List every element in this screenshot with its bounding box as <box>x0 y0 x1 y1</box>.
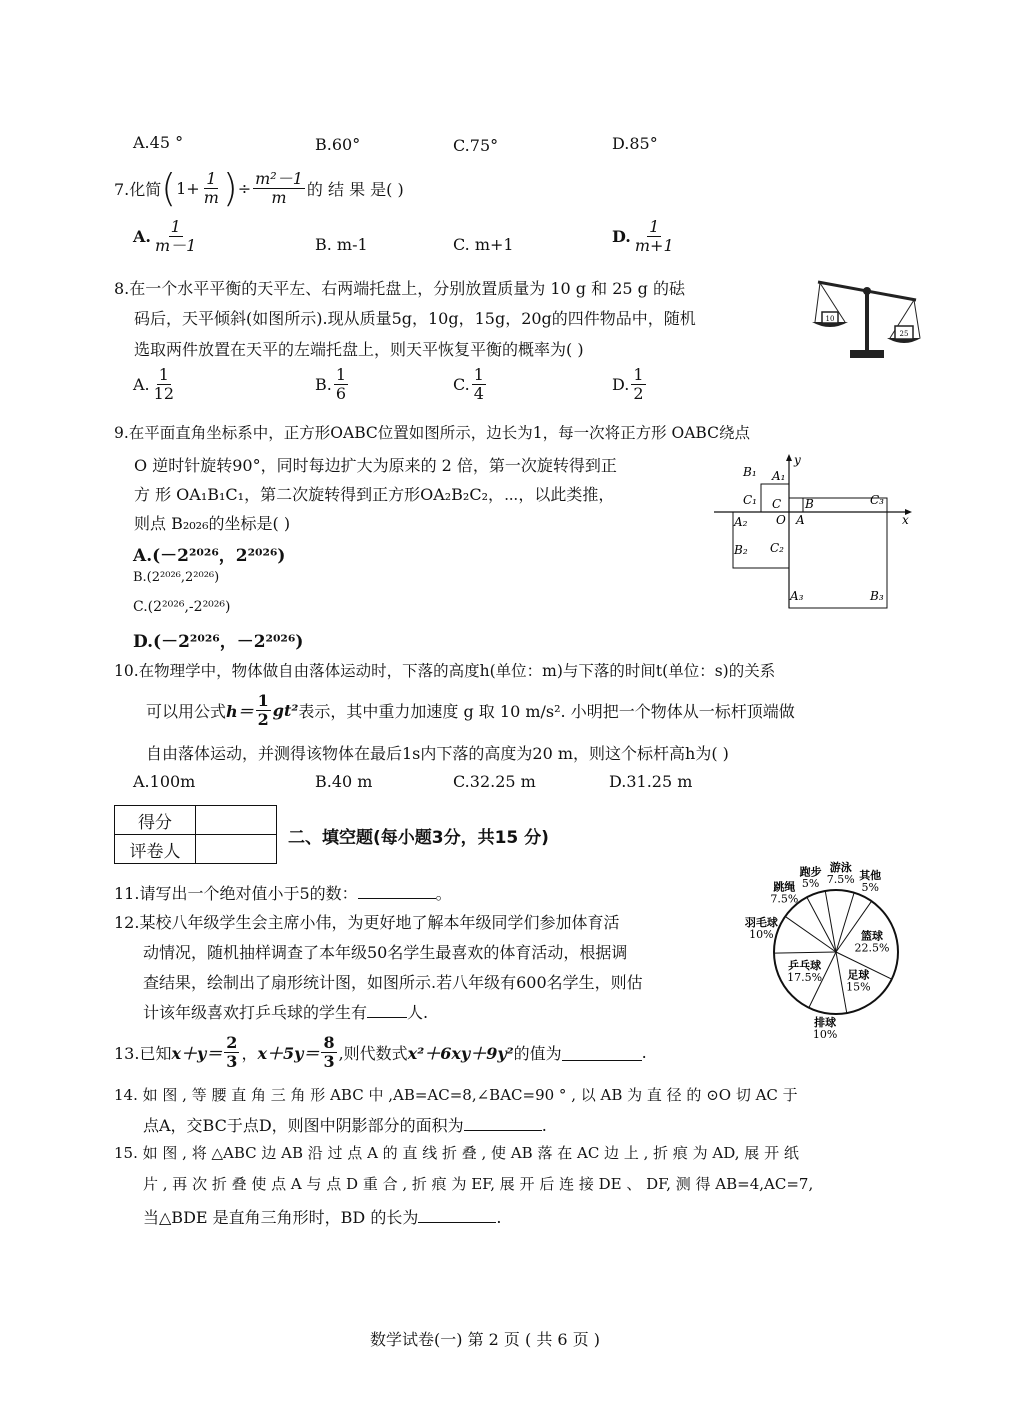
label-b1: B₁ <box>743 465 757 479</box>
q10-formula-num: 1 <box>257 690 269 710</box>
q8-b-label: B. <box>315 374 332 394</box>
label-a3: A₃ <box>790 589 804 603</box>
q13-post: 的值为 <box>513 1043 562 1063</box>
question-11 <box>114 881 452 904</box>
pie-value-4: 15% <box>846 980 871 994</box>
score-box <box>114 805 277 864</box>
pie-chart <box>736 861 926 1042</box>
q8-a-den: 12 <box>153 383 174 403</box>
q13-eq1-lhs: x＋y＝ <box>171 1043 223 1063</box>
label-c2: C₂ <box>770 541 784 555</box>
q13-expression: x²＋6xy＋9y² <box>407 1043 514 1063</box>
q8-option-a <box>133 366 178 402</box>
q14-line2-post: . <box>541 1116 547 1135</box>
q8-d-den: 2 <box>633 383 644 403</box>
q7-option-d <box>612 218 678 254</box>
scale-pivot <box>863 287 871 295</box>
label-b2: B₂ <box>734 543 748 557</box>
right-weight-label: 25 <box>899 330 909 338</box>
label-o: O <box>776 513 786 527</box>
pie-label-2: 其他 <box>859 868 882 882</box>
pie-label-5: 排球 <box>814 1016 837 1030</box>
q7-d-num: 1 <box>649 217 660 236</box>
q14-line-1: 14. 如 图 , 等 腰 直 角 三 角 形 ABC 中 ,AB=AC=8,∠BAC=90 ° , 以 AB 为 直 径 的 ⊙O 切 AC 于 <box>114 1086 798 1104</box>
label-b: B <box>805 497 814 511</box>
q12-line-3: 查结果，绘制出了扇形统计图，如图所示.若八年级有600名学生，则估 <box>143 973 643 992</box>
q8-d-num: 1 <box>633 365 644 384</box>
q10-line-2 <box>146 688 795 732</box>
q13-tail: . <box>641 1042 647 1062</box>
q12-line-2: 动情况，随机抽样调查了本年级50名学生最喜欢的体育活动，根据调 <box>143 943 628 962</box>
q14-line2-pre: 点A，交BC于点D，则图中阴影部分的面积为 <box>143 1116 464 1135</box>
balance-scale-figure <box>812 276 922 362</box>
q9-option-b: B.(2²⁰²⁶,2²⁰²⁶) <box>133 570 220 585</box>
q13-eq1-fraction <box>224 1034 239 1070</box>
q7-right-paren: ) <box>222 166 238 210</box>
q7-a-fraction <box>153 218 198 254</box>
label-b3: B₃ <box>870 589 884 603</box>
q12-line-1: 12.某校八年级学生会主席小伟，为更好地了解本年级同学们参加体育活 <box>114 913 620 932</box>
pie-value-8: 7.5% <box>770 892 799 906</box>
q8-a-num: 1 <box>158 365 169 384</box>
q8-b-den: 6 <box>335 383 347 403</box>
q8-d-fraction <box>631 366 645 402</box>
label-c1: C₁ <box>743 493 757 507</box>
q9-option-c: C.(2²⁰²⁶,-2²⁰²⁶) <box>133 599 231 615</box>
q10-line-3: 自由落体运动，并测得该物体在最后1s内下落的高度为20 m，则这个标杆高h为( ) <box>146 744 729 763</box>
label-c3: C₃ <box>870 493 884 507</box>
q11-text: 11.请写出一个绝对值小于5的数： <box>114 884 358 903</box>
pie-value-5: 10% <box>812 1028 838 1042</box>
q8-option-b <box>315 366 350 402</box>
q7-inner-fraction <box>202 170 221 206</box>
label-x: x <box>902 513 909 527</box>
q15-answer-blank[interactable] <box>418 1206 496 1223</box>
square-oabc <box>789 498 803 512</box>
label-a2: A₂ <box>734 515 748 529</box>
q13-eq1-den: 3 <box>226 1051 238 1071</box>
grader-value-cell[interactable] <box>196 835 277 864</box>
q7-d-fraction <box>633 218 676 254</box>
q9-coordinate-figure <box>712 452 917 612</box>
q8-a-fraction <box>152 366 176 402</box>
q13-eq2-fraction <box>321 1034 336 1070</box>
pie-value-9: 5% <box>801 877 820 891</box>
q12-answer-blank[interactable] <box>367 1001 407 1018</box>
q7-prefix: 7.化简 <box>114 179 162 199</box>
q13-eq2-num: 8 <box>323 1032 335 1052</box>
section-2-title: 二、填空题(每小题3分，共15 分) <box>288 828 549 848</box>
q8-c-label: C. <box>453 374 470 394</box>
q9-line-4: 则点 B₂₀₂₆的坐标是( ) <box>134 514 291 533</box>
pie-label-7: 羽毛球 <box>744 916 778 930</box>
q12-line4-post: 人. <box>407 1003 429 1022</box>
q7-option-c: C. m+1 <box>453 235 514 254</box>
q15-line3-post: . <box>496 1208 502 1227</box>
pie-label-3: 篮球 <box>861 929 884 943</box>
q8-line-1: 8.在一个水平平衡的天平左、右两端托盘上，分别放置质量为 10 g 和 25 g 的砝 <box>114 279 685 298</box>
label-a: A <box>796 513 805 527</box>
right-string-2 <box>914 300 920 338</box>
q10-option-b: B.40 m <box>315 772 373 791</box>
score-label: 得分 <box>115 806 196 835</box>
q13-eq2-lhs: x＋5y＝ <box>257 1043 320 1063</box>
q7-a-label: A. <box>133 226 151 246</box>
q15-line3-pre: 当△BDE 是直角三角形时，BD 的长为 <box>143 1208 419 1227</box>
q15-line-2: 片 , 再 次 折 叠 使 点 A 与 点 D 重 合 , 折 痕 为 EF, 展 开 后 连 接 DE 、 DF, 测 得 AB=4,AC=7, <box>143 1175 814 1193</box>
q8-c-fraction <box>472 366 486 402</box>
q13-mid: ,则代数式 <box>338 1043 408 1063</box>
q8-d-label: D. <box>612 374 630 394</box>
grader-label: 评卷人 <box>115 835 196 864</box>
pie-value-3: 22.5% <box>854 941 890 955</box>
left-weight-label: 10 <box>825 315 835 323</box>
q9-option-d: D.(－2²⁰²⁶，－2²⁰²⁶) <box>133 632 304 652</box>
q10-line2-pre: 可以用公式 <box>146 701 227 721</box>
q8-line-2: 码后，天平倾斜(如图所示).现从质量5g，10g，15g，20g的四件物品中，随机 <box>134 309 696 328</box>
q13-answer-blank[interactable] <box>562 1044 642 1061</box>
q8-option-c <box>453 366 488 402</box>
pie-label-4: 足球 <box>847 968 870 982</box>
q12-line4-pre: 计该年级喜欢打乒乓球的学生有 <box>143 1003 368 1022</box>
q8-c-den: 4 <box>473 383 484 403</box>
q13-comma: ， <box>241 1043 258 1063</box>
q10-option-c: C.32.25 m <box>453 772 536 791</box>
label-a1: A₁ <box>772 469 786 483</box>
q10-option-d: D.31.25 m <box>609 772 693 791</box>
q7-a-num: 1 <box>170 217 181 236</box>
q8-c-num: 1 <box>473 365 484 384</box>
q15-line-3 <box>143 1205 501 1228</box>
q8-b-fraction <box>334 366 348 402</box>
q12-line-4 <box>143 1000 428 1023</box>
q7-outer-den: m <box>271 187 287 207</box>
left-string-1 <box>815 283 820 322</box>
pie-value-7: 10% <box>749 928 774 942</box>
q10-line2-post: 表示，其中重力加速度 g 取 10 m/s². 小明把一个物体从一标杆顶端做 <box>298 701 795 721</box>
question-13 <box>114 1030 647 1074</box>
q6-option-c: C.75° <box>453 136 499 155</box>
q7-one-plus: 1+ <box>176 178 200 198</box>
q14-line-2 <box>143 1113 547 1136</box>
q7-d-den: m+1 <box>634 235 674 255</box>
q10-option-a: A.100m <box>133 772 196 791</box>
q7-suffix: 的 结 果 是( ) <box>306 179 404 199</box>
pie-value-6: 17.5% <box>787 970 823 984</box>
q9-option-a: A.(－2²⁰²⁶，2²⁰²⁶) <box>133 546 286 566</box>
q14-answer-blank[interactable] <box>464 1114 542 1131</box>
pie-value-1: 7.5% <box>826 873 855 887</box>
q8-b-num: 1 <box>335 365 347 384</box>
q15-line-1: 15. 如 图 , 将 △ABC 边 AB 沿 过 点 A 的 直 线 折 叠 , 使 AB 落 在 AC 边 上 , 折 痕 为 AD, 展 开 纸 <box>114 1144 799 1162</box>
scale-base <box>850 350 884 358</box>
q7-outer-fraction <box>253 170 305 206</box>
q7-d-label: D. <box>612 226 631 246</box>
q6-option-d: D.85° <box>612 134 658 153</box>
q8-option-d <box>612 366 648 402</box>
question-7 <box>114 160 404 216</box>
q10-formula-tail: gt² <box>272 700 299 720</box>
q6-option-b: B.60° <box>315 135 361 154</box>
q10-formula-den: 2 <box>257 709 269 729</box>
pie-value-2: 5% <box>861 880 879 894</box>
q7-inner-den: m <box>203 187 219 207</box>
q11-tail: 。 <box>435 884 452 903</box>
q10-formula-h: h＝ <box>226 701 254 721</box>
q11-answer-blank[interactable] <box>358 882 436 899</box>
score-value-cell[interactable] <box>196 806 277 835</box>
q7-option-b: B. m-1 <box>315 235 368 254</box>
q13-pre: 13.已知 <box>114 1043 172 1063</box>
q8-a-label: A. <box>133 374 150 394</box>
pie-label-8: 跳绳 <box>773 880 796 894</box>
pie-label-9: 跑步 <box>799 865 822 879</box>
q13-eq2-den: 3 <box>323 1051 335 1071</box>
label-y: y <box>794 453 801 467</box>
q7-a-den: m－1 <box>154 235 197 255</box>
q8-line-3: 选取两件放置在天平的左端托盘上，则天平恢复平衡的概率为( ) <box>134 340 584 359</box>
q9-line-1: 9.在平面直角坐标系中，正方形OABC位置如图所示，边长为1，每一次将正方形 OABC绕点 <box>114 424 750 442</box>
q7-inner-num: 1 <box>206 168 217 188</box>
q7-option-a <box>133 218 200 254</box>
label-c: C <box>772 497 782 511</box>
q9-line-2: O 逆时针旋转90°，同时每边扩大为原来的 2 倍，第一次旋转得到正 <box>134 456 617 475</box>
q6-option-a: A.45 ° <box>133 133 184 152</box>
q7-left-paren: ( <box>161 166 177 210</box>
page-footer: 数学试卷(一) 第 2 页 ( 共 6 页 ) <box>370 1330 601 1349</box>
y-axis-arrow <box>786 454 792 461</box>
q7-outer-num: m²－1 <box>255 168 303 188</box>
pie-label-1: 游泳 <box>829 861 852 875</box>
q10-line-1: 10.在物理学中，物体做自由落体运动时，下落的高度h(单位：m)与下落的时间t(单位：s)的关系 <box>114 662 776 680</box>
q13-eq1-num: 2 <box>226 1032 238 1052</box>
q9-line-3: 方 形 OA₁B₁C₁，第二次旋转得到正方形OA₂B₂C₂，⋯，以此类推， <box>134 485 615 504</box>
q7-divide: ÷ <box>237 178 252 198</box>
pie-label-6: 乒乓球 <box>788 958 822 972</box>
q10-formula-fraction <box>256 692 271 728</box>
